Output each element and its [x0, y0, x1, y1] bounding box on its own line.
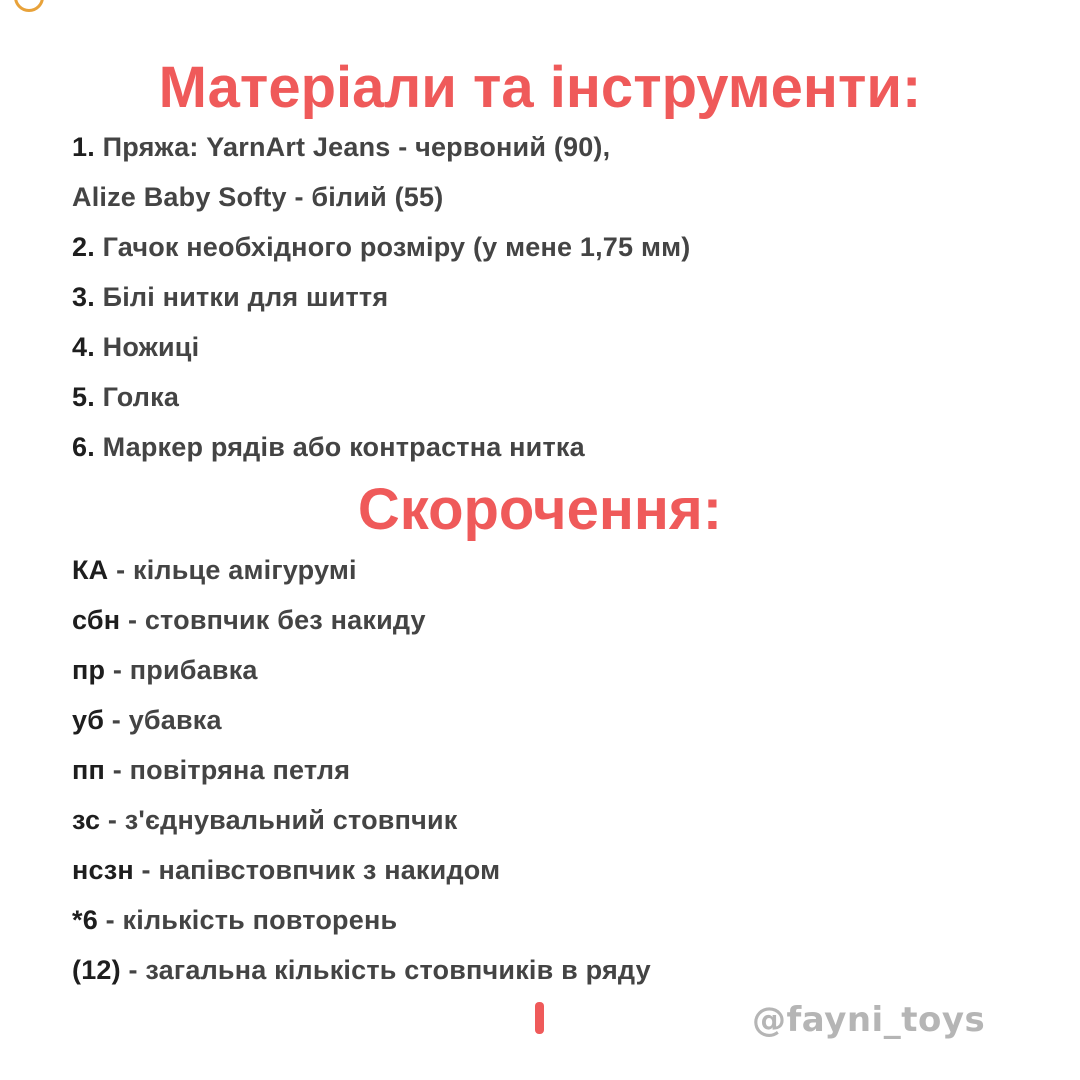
abbreviation-term: уб: [72, 705, 105, 735]
material-text: Alize Baby Softy - білий (55): [72, 182, 444, 212]
abbreviation-item: [72, 653, 258, 687]
abbreviation-text: - прибавка: [105, 655, 258, 685]
abbreviation-item: [72, 953, 651, 987]
abbreviation-item: [72, 803, 457, 837]
watermark: @fayni_toys: [752, 1000, 986, 1040]
material-number: 5.: [72, 382, 95, 412]
abbreviation-text: - стовпчик без накиду: [120, 605, 426, 635]
abbreviation-item: [72, 853, 500, 887]
material-text: Білі нитки для шиття: [102, 282, 389, 312]
material-item-3: [72, 280, 388, 314]
abbreviation-text: - напівстовпчик з накидом: [133, 855, 501, 885]
materials-heading: Матеріали та інструменти:: [158, 55, 922, 120]
abbreviation-term: (12): [72, 955, 121, 985]
abbreviation-term: пп: [72, 755, 106, 785]
abbreviation-text: - повітряна петля: [105, 755, 351, 785]
abbreviation-item: [72, 703, 222, 737]
material-text: Гачок необхідного розміру (у мене 1,75 мм): [102, 232, 691, 262]
material-item-1-continued: [72, 180, 443, 214]
abbreviation-item: [72, 603, 426, 637]
material-text: Маркер рядів або контрастна нитка: [102, 432, 585, 462]
material-item-1: [72, 130, 610, 164]
material-item-6: [72, 430, 585, 464]
abbreviation-term: сбн: [72, 605, 121, 635]
abbreviation-text: - кільце амігурумі: [108, 555, 357, 585]
abbreviations-heading: Скорочення:: [357, 477, 723, 542]
abbreviation-item: [72, 553, 357, 587]
abbreviation-term: пр: [72, 655, 106, 685]
abbreviation-term: КА: [72, 555, 109, 585]
material-number: 6.: [72, 432, 95, 462]
profile-icon: [14, 0, 44, 12]
material-item-2: [72, 230, 690, 264]
abbreviation-term: *6: [72, 905, 98, 935]
material-number: 1.: [72, 132, 95, 162]
material-number: 3.: [72, 282, 95, 312]
red-cursor-mark: [535, 1002, 544, 1034]
abbreviation-text: - загальна кількість стовпчиків в ряду: [120, 955, 651, 985]
material-text: Пряжа: YarnArt Jeans - червоний (90),: [102, 132, 611, 162]
material-text: Ножиці: [102, 332, 200, 362]
abbreviation-term: зс: [72, 805, 101, 835]
material-number: 4.: [72, 332, 95, 362]
abbreviation-term: нсзн: [72, 855, 134, 885]
material-item-5: [72, 380, 179, 414]
material-text: Голка: [102, 382, 180, 412]
abbreviation-text: - з'єднувальний стовпчик: [100, 805, 458, 835]
abbreviation-item: [72, 903, 397, 937]
material-item-4: [72, 330, 199, 364]
abbreviation-text: - кількість повторень: [97, 905, 398, 935]
abbreviation-text: - убавка: [104, 705, 222, 735]
material-number: 2.: [72, 232, 95, 262]
abbreviation-item: [72, 753, 350, 787]
